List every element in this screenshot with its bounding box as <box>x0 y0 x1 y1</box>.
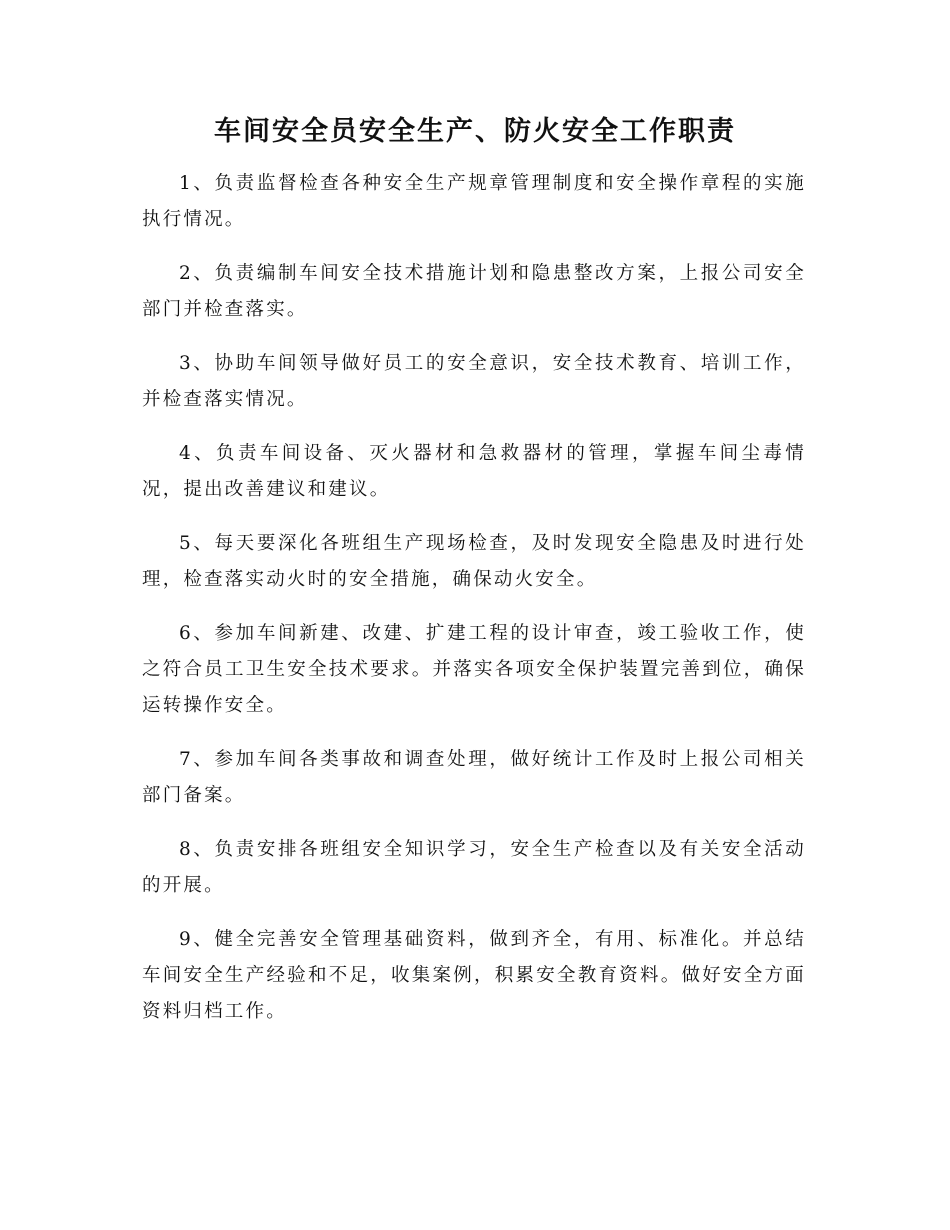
duty-item-9: 9、健全完善安全管理基础资料，做到齐全，有用、标准化。并总结车间安全生产经验和不足，收集案例，积累安全教育资料。做好安全方面资料归档工作。 <box>142 929 806 1022</box>
duty-item-8: 8、负责安排各班组安全知识学习，安全生产检查以及有关安全活动的开展。 <box>142 839 806 896</box>
document-title: 车间安全员安全生产、防火安全工作职责 <box>214 116 736 147</box>
duty-item-2: 2、负责编制车间安全技术措施计划和隐患整改方案，上报公司安全部门并检查落实。 <box>142 263 806 320</box>
duty-item-1: 1、负责监督检查各种安全生产规章管理制度和安全操作章程的实施执行情况。 <box>142 173 806 230</box>
duty-item-5: 5、每天要深化各班组生产现场检查，及时发现安全隐患及时进行处理，检查落实动火时的安全措施，确保动火安全。 <box>142 533 806 590</box>
duty-item-7: 7、参加车间各类事故和调查处理，做好统计工作及时上报公司相关部门备案。 <box>142 749 806 806</box>
duty-item-6: 6、参加车间新建、改建、扩建工程的设计审查，竣工验收工作，使之符合员工卫生安全技术要求。并落实各项安全保护装置完善到位，确保运转操作安全。 <box>142 623 806 716</box>
duty-item-4: 4、负责车间设备、灭火器材和急救器材的管理，掌握车间尘毒情况，提出改善建议和建议。 <box>142 443 806 500</box>
duty-list <box>142 166 806 1048</box>
duty-item-3: 3、协助车间领导做好员工的安全意识，安全技术教育、培训工作，并检查落实情况。 <box>142 353 806 410</box>
